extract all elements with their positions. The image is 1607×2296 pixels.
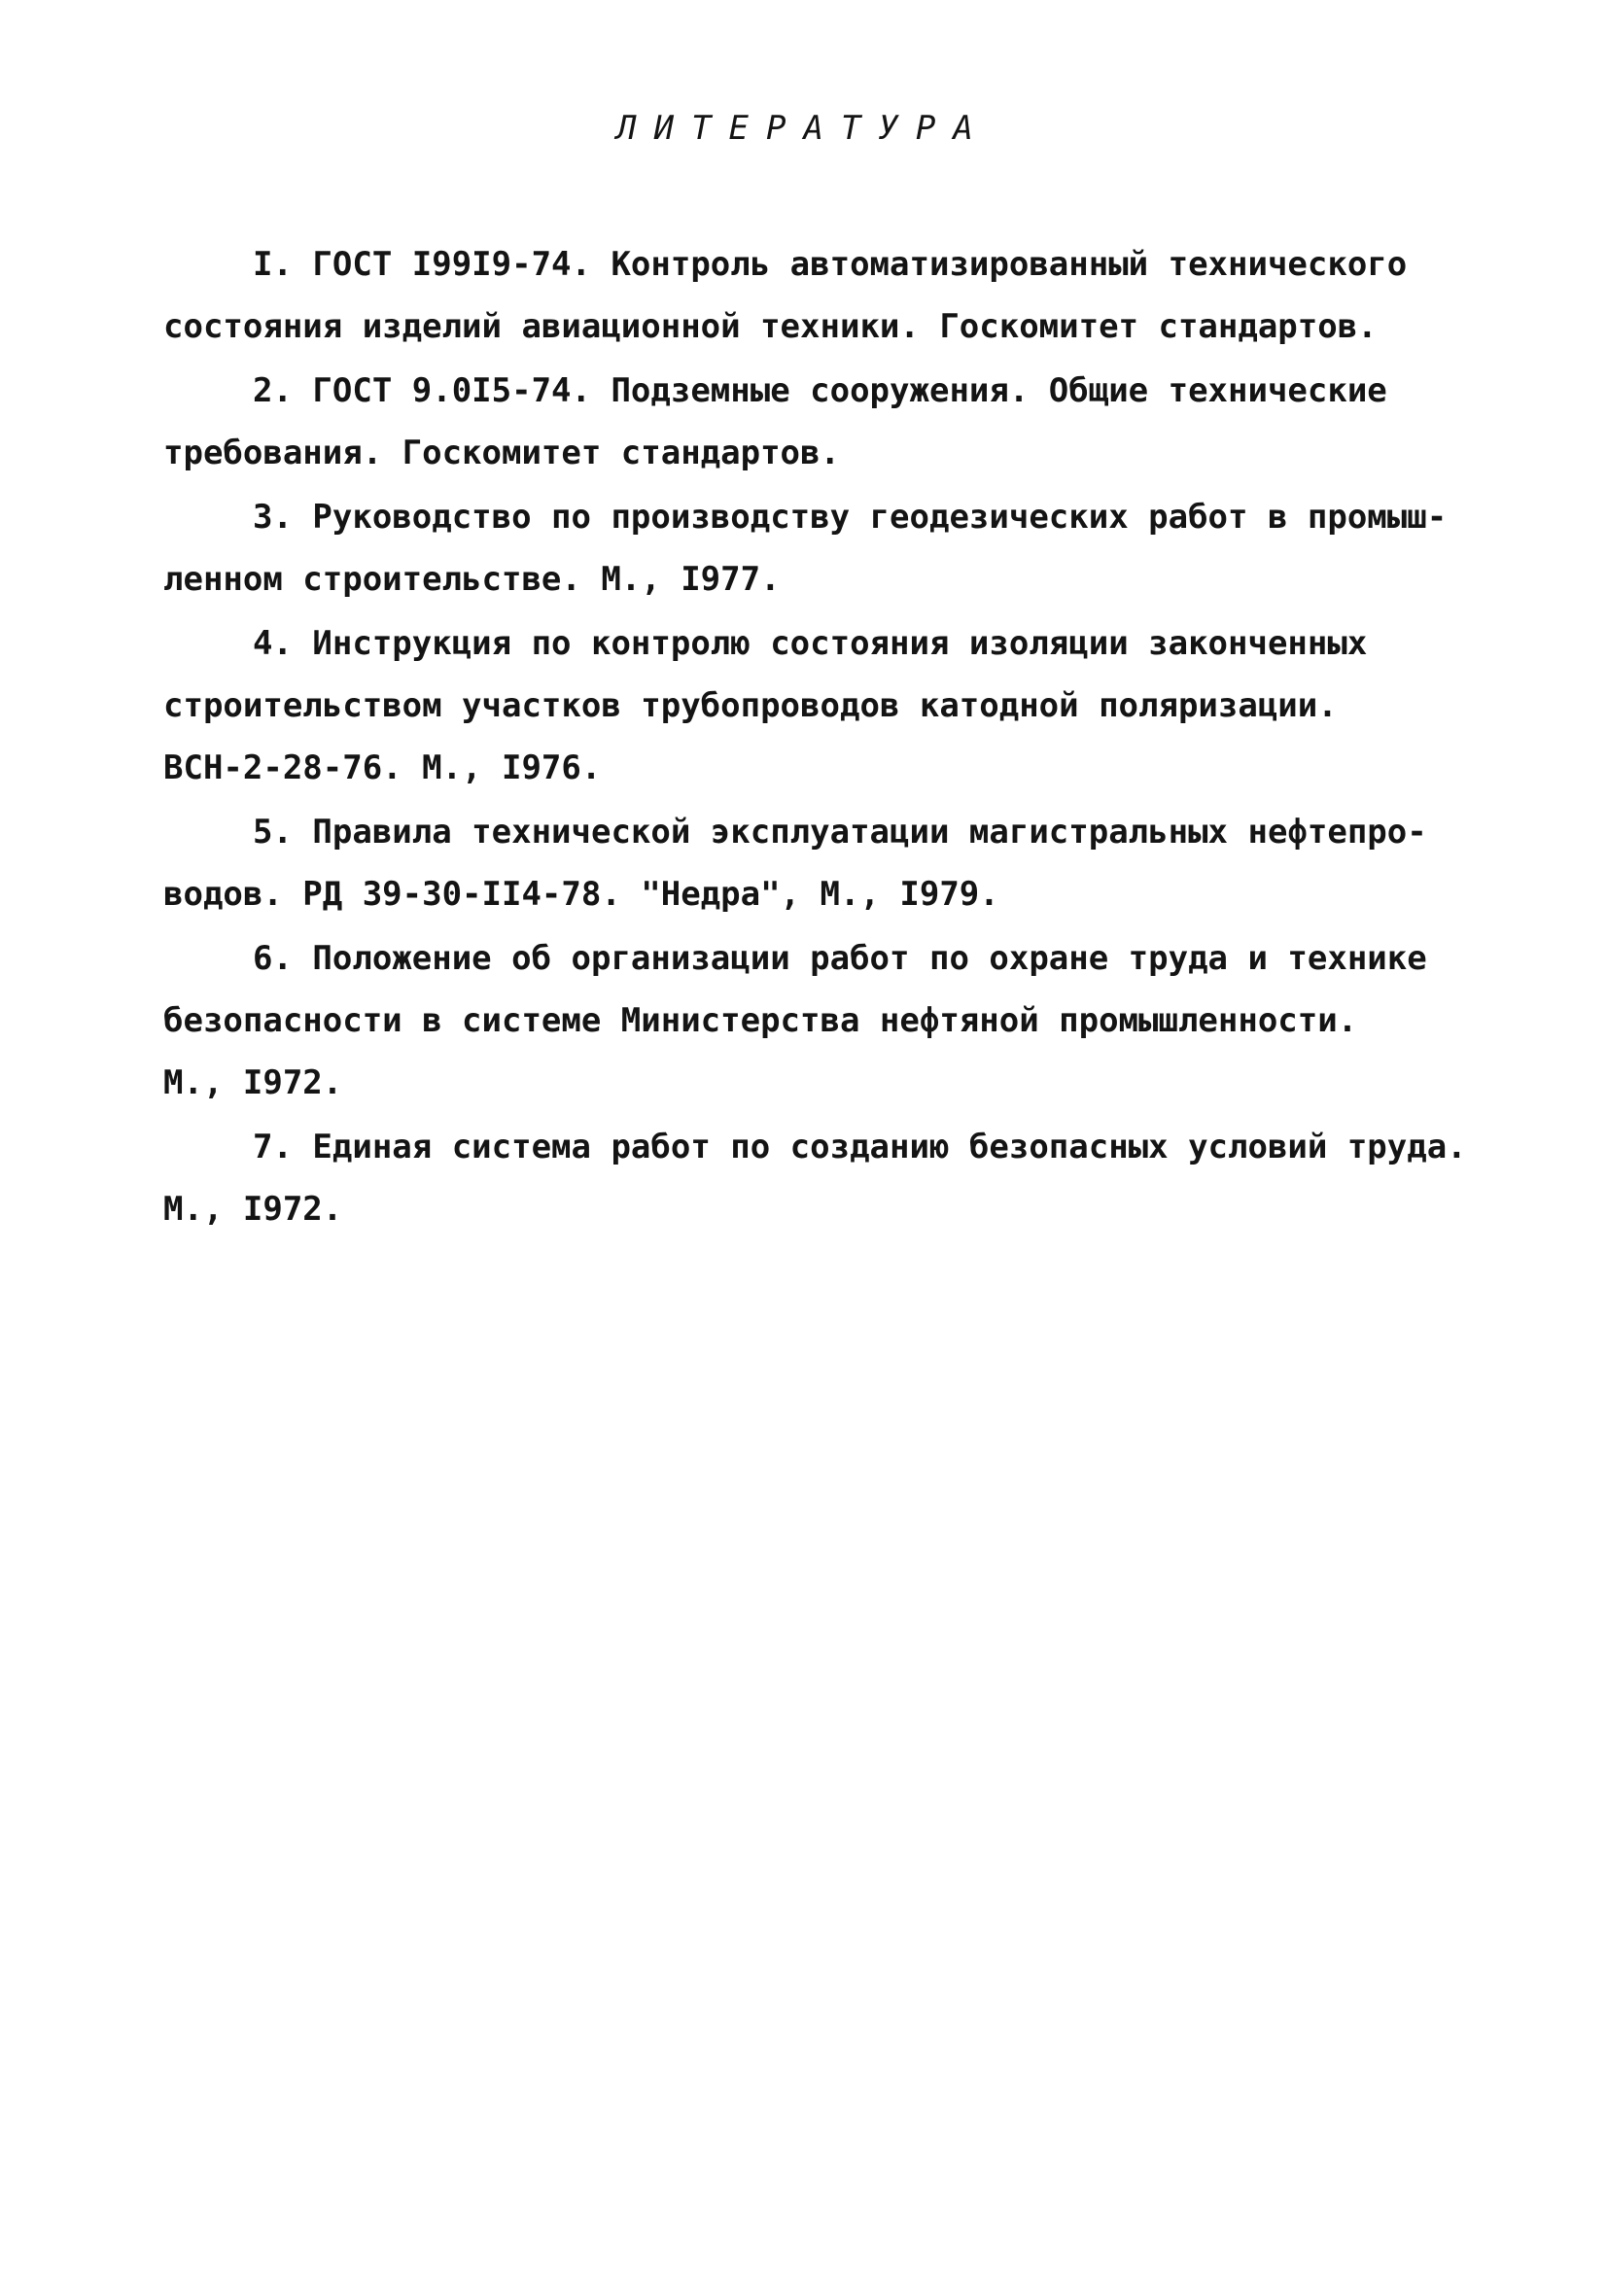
- reference-line: 2. ГОСТ 9.0I5-74. Подземные сооружения. Общие технические: [253, 371, 1387, 410]
- reference-line: I. ГОСТ I99I9-74. Контроль автоматизированный технического: [253, 245, 1408, 284]
- reference-item-3: [163, 486, 1485, 610]
- reference-item-6: [163, 927, 1485, 1114]
- reference-line: состояния изделий авиационной техники. Госкомитет стандартов.: [163, 307, 1378, 346]
- reference-line: 4. Инструкция по контролю состояния изоляции законченных: [253, 624, 1368, 663]
- reference-item-2: [163, 360, 1485, 484]
- page-title: ЛИТЕРАТУРА: [616, 109, 991, 148]
- reference-line: М., I972.: [163, 1190, 343, 1229]
- reference-item-5: [163, 801, 1485, 925]
- reference-list: [163, 233, 1485, 1242]
- reference-line: 3. Руководство по производству геодезических работ в промыш-: [253, 498, 1448, 537]
- reference-item-4: [163, 612, 1485, 799]
- reference-line: требования. Госкомитет стандартов.: [163, 434, 840, 472]
- reference-line: 6. Положение об организации работ по охране труда и технике: [253, 939, 1427, 978]
- reference-line: М., I972.: [163, 1063, 343, 1102]
- reference-line: ленном строительстве. М., I977.: [163, 560, 781, 599]
- reference-line: строительством участков трубопроводов катодной поляризации.: [163, 686, 1338, 725]
- reference-item-1: [163, 233, 1485, 358]
- reference-line: водов. РД 39-30-II4-78. "Недра", М., I979.: [163, 875, 999, 914]
- reference-line: 7. Единая система работ по созданию безопасных условий труда.: [253, 1128, 1467, 1166]
- reference-line: безопасности в системе Министерства нефтяной промышленности.: [163, 1001, 1358, 1040]
- reference-line: ВСН-2-28-76. М., I976.: [163, 748, 602, 787]
- reference-line: 5. Правила технической эксплуатации магистральных нефтепро-: [253, 813, 1427, 852]
- reference-item-7: [163, 1116, 1485, 1240]
